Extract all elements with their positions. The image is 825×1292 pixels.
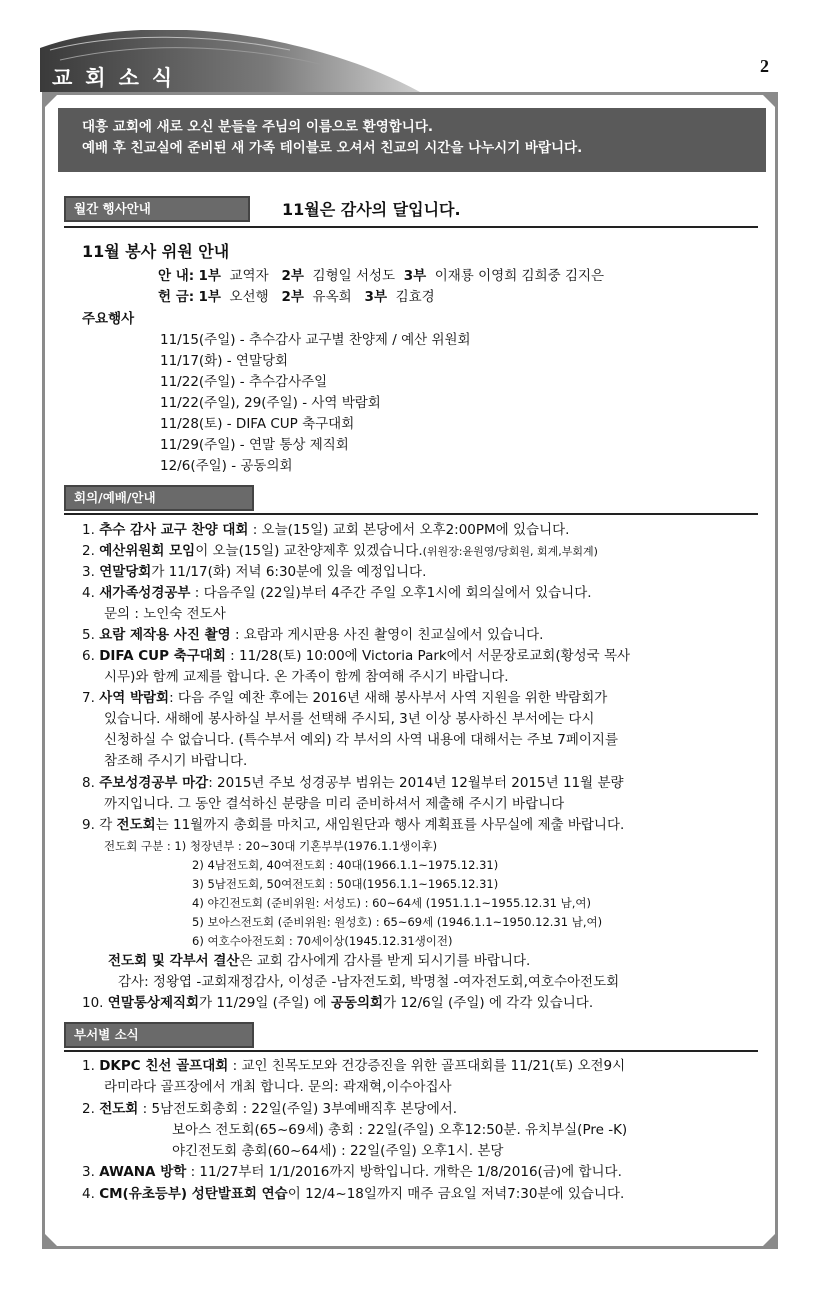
notice-continuation: 시무)와 함께 교제를 합니다. 온 가족이 함께 참여해 주시기 바랍니다. xyxy=(104,669,509,685)
monthly-tab: 월간 행사안내 xyxy=(64,196,250,222)
section-rule xyxy=(64,513,758,515)
welcome-line: 예배 후 친교실에 준비된 새 가족 테이블로 오셔서 친교의 시간을 나누시기 바랍니다. xyxy=(82,140,583,156)
group-line: 2) 4남전도회, 40여전도회 : 40대(1966.1.1~1975.12.31) xyxy=(192,858,499,872)
frame-corner xyxy=(45,95,57,107)
service-title: 11월 봉사 위원 안내 xyxy=(82,242,230,261)
events-title: 주요행사 xyxy=(82,311,135,327)
monthly-headline: 11월은 감사의 달입니다. xyxy=(282,200,461,219)
event-item: 11/22(주일) - 추수감사주일 xyxy=(160,374,328,390)
frame-corner xyxy=(45,1234,57,1246)
usher-row: 안 내: 1부 교역자 2부 김형일 서성도 3부 이재룡 이영희 김희중 김지은 xyxy=(158,268,605,284)
event-item: 11/28(토) - DIFA CUP 축구대회 xyxy=(160,416,355,432)
group-line: 전도회 구분 : 1) 청장년부 : 20~30대 기혼부부(1976.1.1생이후) xyxy=(104,839,438,853)
group-line: 5) 보아스전도회 (준비위원: 원성호) : 65~69세 (1946.1.1~1950.12.31 남,여) xyxy=(192,915,603,929)
frame-corner xyxy=(763,95,775,107)
welcome-banner xyxy=(58,108,766,172)
group-line: 3) 5남전도회, 50여전도회 : 50대(1956.1.1~1965.12.31) xyxy=(192,877,499,891)
section-rule xyxy=(64,1050,758,1052)
notice-continuation: 있습니다. 새해에 봉사하실 부서를 선택해 주시되, 3년 이상 봉사하신 부서에는 다시 xyxy=(104,711,595,727)
notice-continuation: 문의 : 노인숙 전도사 xyxy=(104,606,226,622)
dept-item: 4. CM(유초등부) 성탄발표회 연습이 12/4~18일까지 매주 금요일 저녁7:30분에 있습니다. xyxy=(82,1186,625,1202)
notice-item: 1. 추수 감사 교구 찬양 대회 : 오늘(15일) 교회 본당에서 오후2:00PM에 있습니다. xyxy=(82,522,570,538)
notice-item: 8. 주보성경공부 마감: 2015년 주보 성경공부 범위는 2014년 12월부터 2015년 11월 분량 xyxy=(82,775,624,791)
dept-item: 1. DKPC 친선 골프대회 : 교인 친목도모와 건강증진을 위한 골프대회를 11/21(토) 오전9시 xyxy=(82,1058,626,1074)
section-title: 교회소식 xyxy=(52,66,186,90)
event-item: 11/22(주일), 29(주일) - 사역 박람회 xyxy=(160,395,381,411)
settlement-line: 전도회 및 각부서 결산은 교회 감사에게 감사를 받게 되시기를 바랍니다. xyxy=(108,953,531,969)
offering-row: 헌 금: 1부 오선행 2부 유옥희 3부 김효경 xyxy=(158,289,435,305)
welcome-line: 대흥 교회에 새로 오신 분들을 주님의 이름으로 환영합니다. xyxy=(82,119,434,135)
notice-continuation: 신청하실 수 없습니다. (특수부서 예외) 각 부서의 사역 내용에 대해서는 주보 7페이지를 xyxy=(104,732,619,748)
notice-item: 6. DIFA CUP 축구대회 : 11/28(토) 10:00에 Victoria Park에서 서문장로교회(황성국 목사 xyxy=(82,648,631,664)
event-item: 11/29(주일) - 연말 통상 제직회 xyxy=(160,437,349,453)
notice-item: 7. 사역 박람회: 다음 주일 예찬 후에는 2016년 새해 봉사부서 사역 지원을 위한 박람회가 xyxy=(82,690,608,706)
dept-item: 3. AWANA 방학 : 11/27부터 1/1/2016까지 방학입니다. 개학은 1/8/2016(금)에 합니다. xyxy=(82,1164,622,1180)
notice-item: 2. 예산위원회 모임이 오늘(15일) 교찬양제후 있겠습니다.(위원장:윤원영/당회원, 회계,부회계) xyxy=(82,543,598,559)
event-item: 12/6(주일) - 공동의회 xyxy=(160,458,293,474)
event-item: 11/17(화) - 연말당회 xyxy=(160,353,289,369)
notice-item: 10. 연말통상제직회가 11/29일 (주일) 에 공동의회가 12/6일 (주일) 에 각각 있습니다. xyxy=(82,995,594,1011)
notice-item: 9. 각 전도회는 11월까지 총회를 마치고, 새임원단과 행사 계획표를 사무실에 제출 바랍니다. xyxy=(82,817,625,833)
notice-continuation: 까지입니다. 그 동안 결석하신 분량을 미리 준비하셔서 제출해 주시기 바랍니다 xyxy=(104,796,565,812)
page-number: 2 xyxy=(760,56,769,76)
auditors-line: 감사: 정왕엽 -교회재정감사, 이성준 -남자전도회, 박명철 -여자전도회,여호수아전도회 xyxy=(118,974,620,990)
section-rule xyxy=(64,226,758,228)
dept-continuation: 야긴전도회 총회(60~64세) : 22일(주일) 오후1시. 본당 xyxy=(172,1143,504,1159)
notice-item: 4. 새가족성경공부 : 다음주일 (22일)부터 4주간 주일 오후1시에 회의실에서 있습니다. xyxy=(82,585,592,601)
group-line: 6) 여호수아전도회 : 70세이상(1945.12.31생이전) xyxy=(192,934,453,948)
meetings-tab: 회의/예배/안내 xyxy=(64,485,254,511)
notice-item: 5. 요람 제작용 사진 촬영 : 요람과 게시판용 사진 촬영이 친교실에서 있습니다. xyxy=(82,627,544,643)
dept-continuation: 보아스 전도회(65~69세) 총회 : 22일(주일) 오후12:50분. 유치부실(Pre -K) xyxy=(172,1122,628,1138)
notice-continuation: 참조해 주시기 바랍니다. xyxy=(104,753,248,769)
dept-tab: 부서별 소식 xyxy=(64,1022,254,1048)
group-line: 4) 야긴전도회 (준비위원: 서성도) : 60~64세 (1951.1.1~1955.12.31 남,여) xyxy=(192,896,591,910)
frame-corner xyxy=(763,1234,775,1246)
dept-item: 2. 전도회 : 5남전도회총회 : 22일(주일) 3부예배직후 본당에서. xyxy=(82,1101,458,1117)
notice-item: 3. 연말당회가 11/17(화) 저녁 6:30분에 있을 예정입니다. xyxy=(82,564,427,580)
event-item: 11/15(주일) - 추수감사 교구별 찬양제 / 예산 위원회 xyxy=(160,332,471,348)
dept-continuation: 라미라다 골프장에서 개최 합니다. 문의: 곽재혁,이수아집사 xyxy=(104,1079,452,1095)
